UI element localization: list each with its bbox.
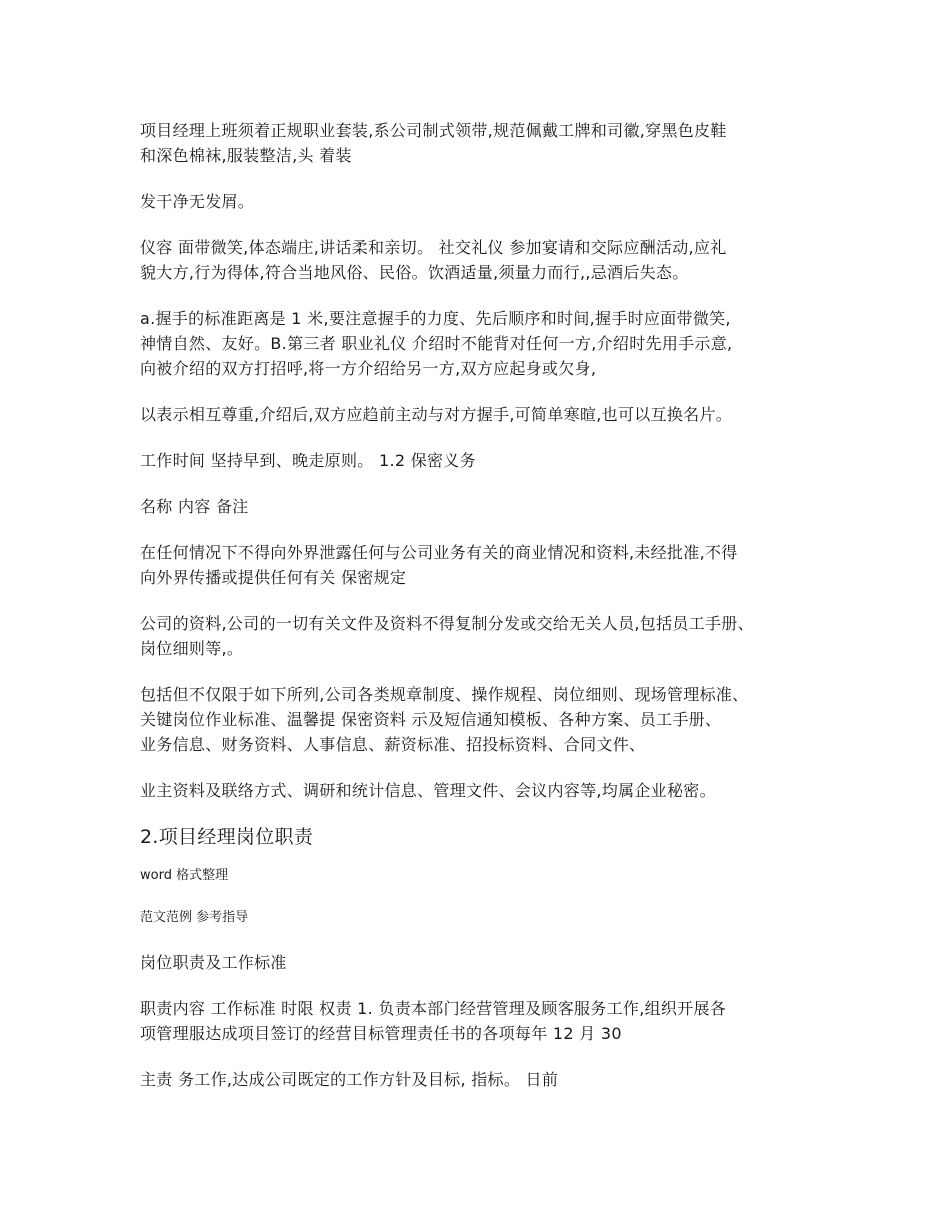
text-line: 业主资料及联络方式、调研和统计信息、管理文件、会议内容等,均属企业秘密。: [140, 781, 716, 800]
text-line: 岗位细则等,。: [140, 639, 244, 658]
paragraph-secret-list: [140, 682, 840, 757]
text-line: 公司的资料,公司的一切有关文件及资料不得复制分发或交给无关人员,包括员工手册、: [140, 614, 754, 633]
paragraph-handshake: [140, 306, 840, 381]
paragraph-work-time: [140, 448, 840, 473]
text-line: 在任何情况下不得向外界泄露任何与公司业务有关的商业情况和资料,未经批准,不得: [140, 543, 738, 562]
text-line: 以表示相互尊重,介绍后,双方应趋前主动与对方握手,可简单寒暄,也可以互换名片。: [140, 405, 733, 424]
paragraph-owner-info: [140, 778, 840, 803]
text-line: 貌大方,行为得体,符合当地风俗、民俗。饮酒适量,须量力而行,,忌酒后失态。: [140, 263, 689, 282]
paragraph-table-header: [140, 494, 840, 519]
text-line: 仪容 面带微笑,体态端庄,讲话柔和亲切。 社交礼仪 参加宴请和交际应酬活动,应礼: [140, 238, 727, 257]
text-line: 职责内容 工作标准 时限 权责 1. 负责本部门经营管理及顾客服务工作,组织开展各: [140, 999, 727, 1018]
format-note: word 格式整理: [140, 868, 229, 883]
text-line: 主责 务工作,达成公司既定的工作方针及目标, 指标。 日前: [140, 1070, 559, 1089]
reference-note: 范文范例 参考指导: [140, 910, 249, 925]
paragraph-company-files: [140, 611, 840, 661]
paragraph-respect: [140, 402, 840, 427]
text-line: 神情自然、友好。B.第三者 职业礼仪 介绍时不能背对任何一方,介绍时先用手示意,: [140, 334, 733, 353]
paragraph-manner: [140, 235, 840, 285]
text-line: 项管理服达成项目签订的经营目标管理责任书的各项每年 12 月 30: [140, 1024, 622, 1043]
text-line: 关键岗位作业标准、温馨提 保密资料 示及短信通知模板、各种方案、员工手册、: [140, 710, 722, 729]
text-line: 向被介绍的双方打招呼,将一方介绍给另一方,双方应起身或欠身,: [140, 359, 597, 378]
text-line: 和深色棉袜,服装整洁,头 着装: [140, 146, 352, 165]
text-line: 名称 内容 备注: [140, 497, 249, 516]
paragraph-confidentiality: [140, 540, 840, 590]
text-line: 包括但不仅限于如下所列,公司各类规章制度、操作规程、岗位细则、现场管理标准、: [140, 685, 749, 704]
paragraph-main-duty: [140, 1067, 840, 1092]
text-line: 业务信息、财务资料、人事信息、薪资标准、招投标资料、合同文件、: [140, 735, 646, 754]
paragraph-duties: [140, 996, 840, 1046]
section-title: 岗位职责及工作标准: [140, 953, 287, 972]
text-line: a.握手的标准距离是 1 米,要注意握手的力度、先后顺序和时间,握手时应面带微笑,: [140, 309, 731, 328]
text-line: 项目经理上班须着正规职业套装,系公司制式领带,规范佩戴工牌和司徽,穿黑色皮鞋: [140, 121, 727, 140]
document-page: [140, 118, 840, 1113]
section-heading: 2.项目经理岗位职责: [140, 826, 314, 848]
paragraph-attire: [140, 118, 840, 168]
paragraph-hair: [140, 189, 840, 214]
text-line: 工作时间 坚持早到、晚走原则。 1.2 保密义务: [140, 451, 476, 470]
text-line: 向外界传播或提供任何有关 保密规定: [140, 568, 407, 587]
text-line: 发干净无发屑。: [140, 192, 255, 211]
